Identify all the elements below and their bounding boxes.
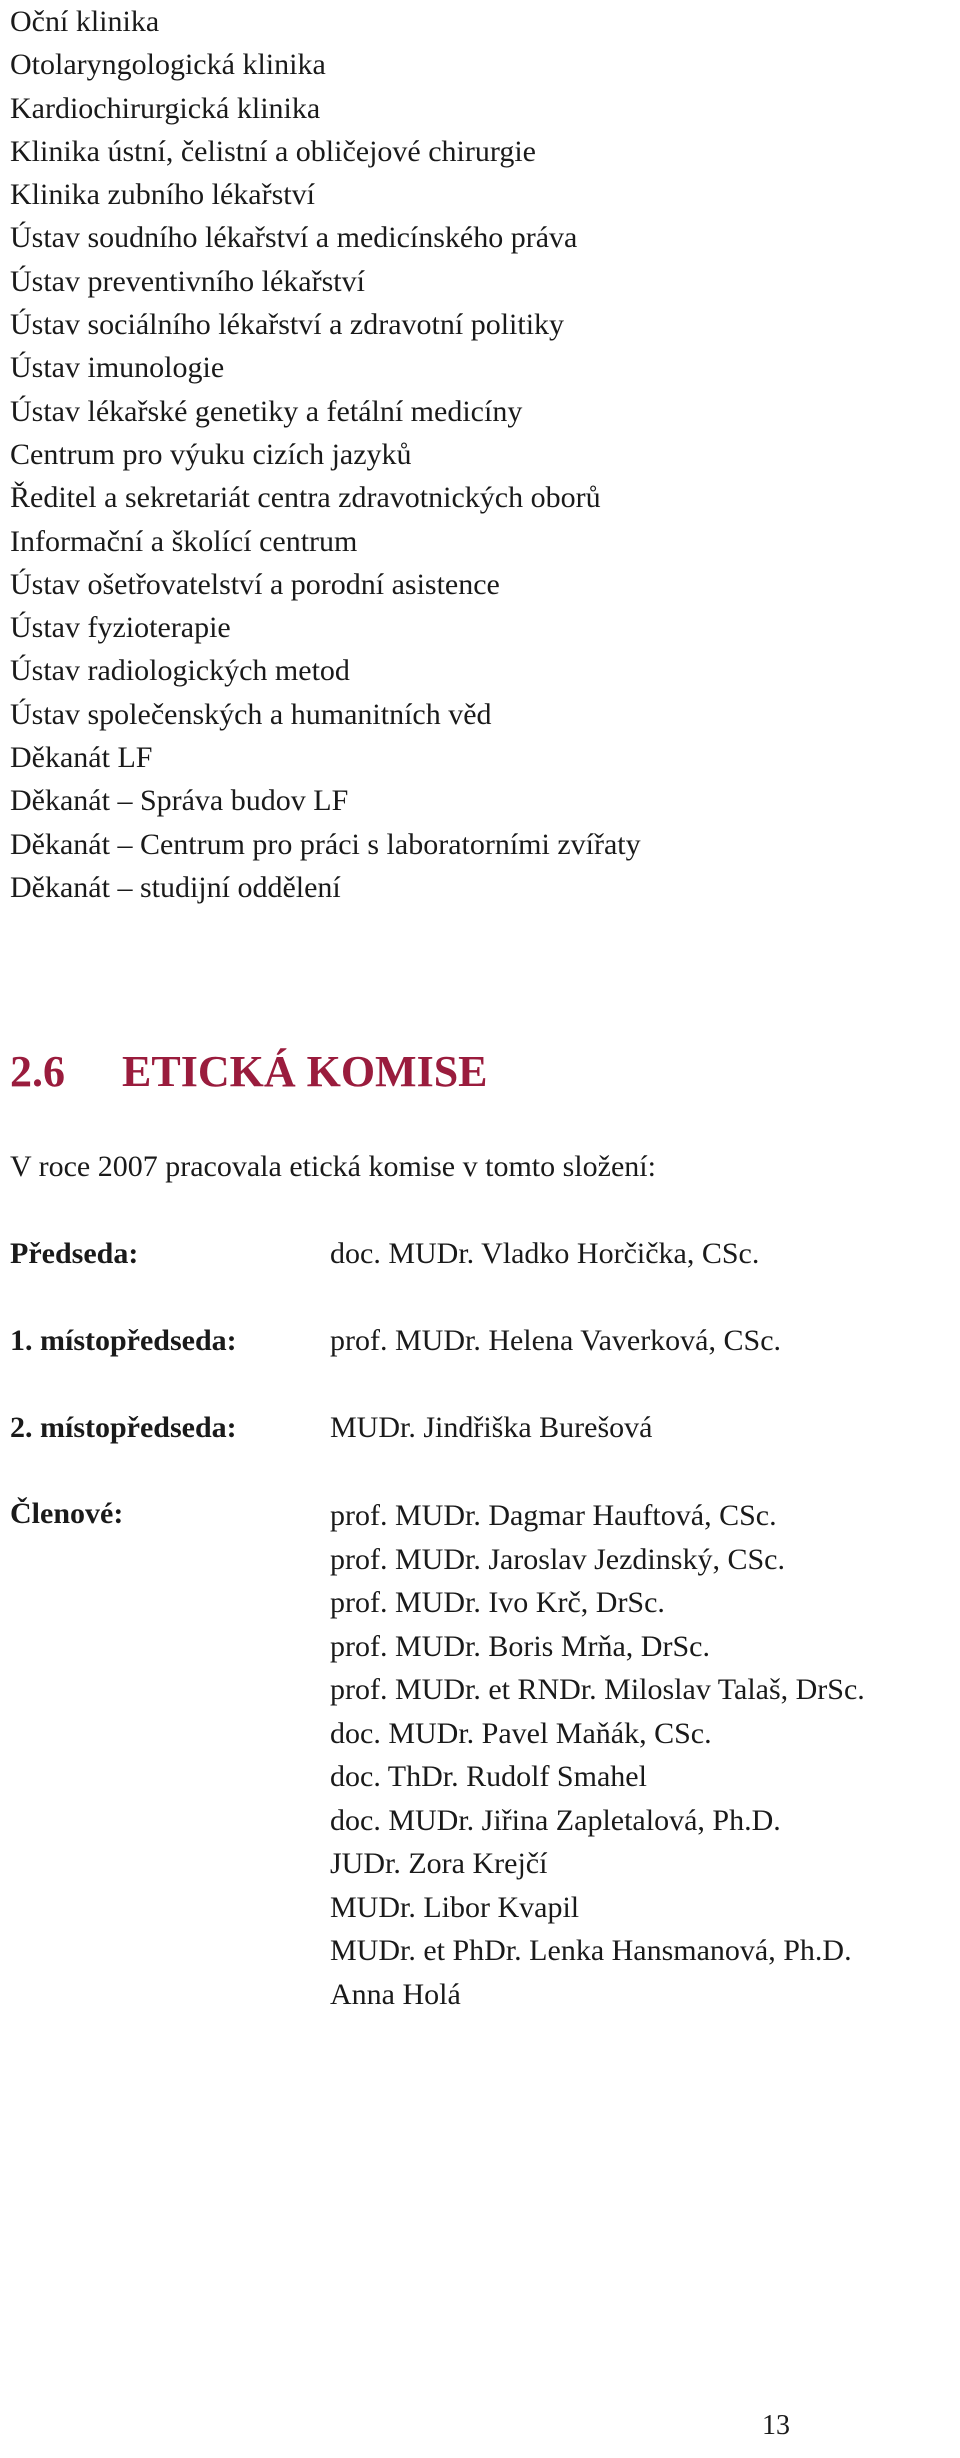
- department-item: Kardiochirurgická klinika: [10, 91, 321, 125]
- member-list: [330, 1232, 759, 1276]
- member-list: [330, 1406, 652, 1450]
- department-item: Ústav sociálního lékařství a zdravotní politiky: [10, 308, 565, 342]
- department-item: Informační a školící centrum: [10, 524, 358, 558]
- member-name: prof. MUDr. et RNDr. Miloslav Talaš, DrSc.: [330, 1673, 865, 1706]
- member-name: prof. MUDr. Ivo Krč, DrSc.: [330, 1586, 665, 1619]
- member-name: doc. MUDr. Vladko Horčička, CSc.: [330, 1237, 760, 1270]
- role-label: 1. místopředseda:: [10, 1324, 237, 1357]
- department-item: Děkanát – studijní oddělení: [10, 870, 341, 904]
- member-name: prof. MUDr. Dagmar Hauftová, CSc.: [330, 1499, 777, 1532]
- department-item: Oční klinika: [10, 5, 160, 38]
- member-name: Anna Holá: [330, 1977, 461, 2011]
- department-item: Děkanát – Centrum pro práci s laboratorními zvířaty: [10, 827, 641, 861]
- role-label: Předseda:: [10, 1237, 139, 1270]
- department-item: Ústav soudního lékařství a medicínského práva: [10, 221, 578, 255]
- department-item: Ústav radiologických metod: [10, 654, 350, 688]
- department-item: Ústav společenských a humanitních věd: [10, 697, 492, 731]
- member-name: doc. MUDr. Pavel Maňák, CSc.: [330, 1716, 712, 1750]
- member-name: JUDr. Zora Krejčí: [330, 1847, 548, 1880]
- member-name: MUDr. Libor Kvapil: [330, 1890, 580, 1924]
- department-item: Ústav fyzioterapie: [10, 611, 231, 645]
- section-number: 2.6: [10, 1047, 65, 1096]
- member-list: [330, 1319, 781, 1363]
- department-list: [10, 0, 641, 909]
- role-label: Členové:: [10, 1497, 124, 1530]
- member-name: MUDr. Jindřiška Burešová: [330, 1411, 653, 1444]
- department-item: Ředitel a sekretariát centra zdravotnických oborů: [10, 481, 601, 515]
- department-item: Centrum pro výuku cizích jazyků: [10, 437, 412, 471]
- member-name: prof. MUDr. Helena Vaverková, CSc.: [330, 1324, 782, 1357]
- department-item: Ústav preventivního lékařství: [10, 264, 365, 298]
- section-intro: V roce 2007 pracovala etická komise v tomto složení:: [10, 1150, 656, 1183]
- department-item: Klinika ústní, čelistní a obličejové chirurgie: [10, 134, 536, 168]
- member-name: prof. MUDr. Jaroslav Jezdinský, CSc.: [330, 1542, 785, 1576]
- member-name: doc. MUDr. Jiřina Zapletalová, Ph.D.: [330, 1803, 781, 1837]
- section-heading: [10, 1042, 488, 1102]
- department-item: Ústav imunologie: [10, 351, 225, 385]
- role-label: 2. místopředseda:: [10, 1411, 237, 1444]
- section-title: ETICKÁ KOMISE: [122, 1047, 488, 1096]
- department-item: Děkanát LF: [10, 741, 153, 775]
- member-list: [330, 1494, 865, 2016]
- department-item: Ústav ošetřovatelství a porodní asistence: [10, 567, 500, 601]
- department-item: Otolaryngologická klinika: [10, 48, 326, 82]
- department-item: Klinika zubního lékařství: [10, 178, 315, 212]
- member-name: doc. ThDr. Rudolf Smahel: [330, 1760, 647, 1793]
- member-name: MUDr. et PhDr. Lenka Hansmanová, Ph.D.: [330, 1934, 852, 1967]
- member-name: prof. MUDr. Boris Mrňa, DrSc.: [330, 1629, 710, 1663]
- department-item: Děkanát – Správa budov LF: [10, 784, 349, 818]
- page-number: 13: [762, 2410, 790, 2441]
- department-item: Ústav lékařské genetiky a fetální medicíny: [10, 394, 523, 428]
